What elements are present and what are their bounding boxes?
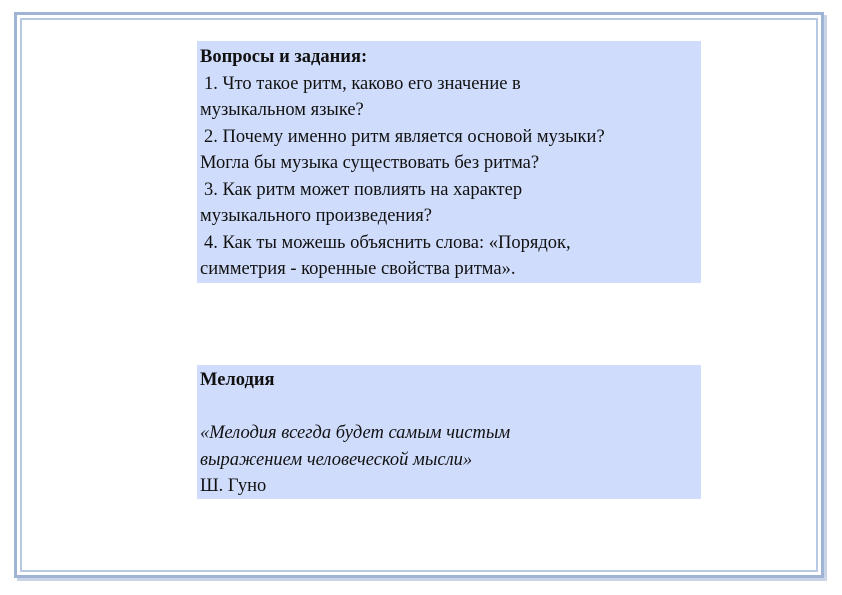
melody-block [197,365,701,499]
melody-quote-line-2: выражением человеческой мысли» [200,449,473,470]
melody-spacer [200,394,701,421]
melody-quote-line-1: «Мелодия всегда будет самым чистым [200,423,511,443]
question-1-line-2: музыкальном языке? [200,100,364,120]
question-2-line-2: Могла бы музыка существовать без ритма? [200,153,540,173]
question-1-line-1: 1. Что такое ритм, каково его значение в [204,73,521,94]
questions-block [197,41,701,283]
question-4-line-2: симметрия - коренные свойства ритма». [200,259,516,279]
question-3-line-2: музыкального произведения? [200,206,432,226]
question-3-line-1: 3. Как ритм может повлиять на характер [204,179,523,200]
melody-heading: Мелодия [200,370,275,390]
questions-heading: Вопросы и задания: [200,47,368,67]
melody-quote-author: Ш. Гуно [200,476,267,496]
question-4-line-1: 4. Как ты можешь объяснить слова: «Порядок, [204,232,571,253]
question-2-line-1: 2. Почему именно ритм является основой музыки? [204,126,605,147]
